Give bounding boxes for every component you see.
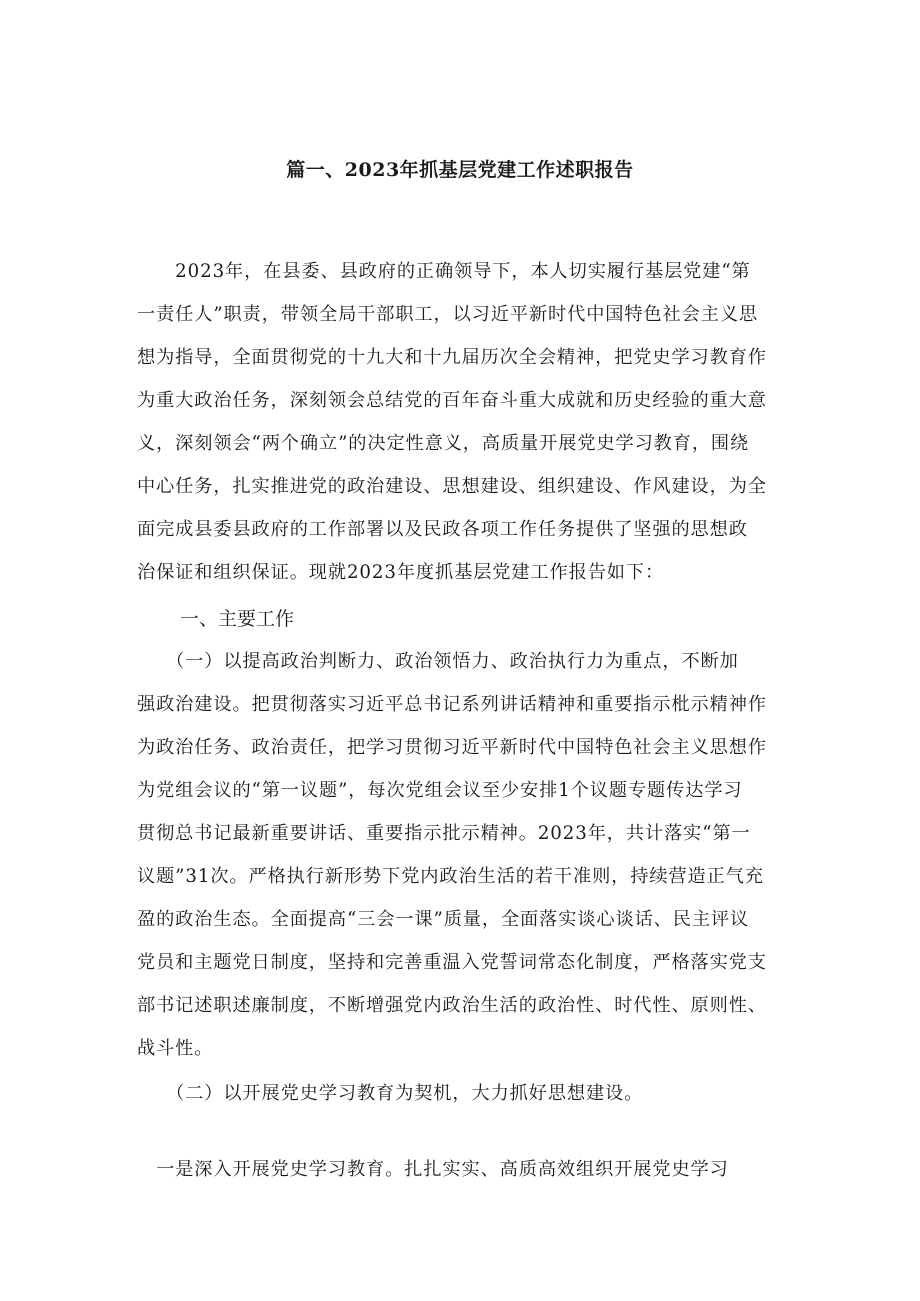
paragraph-line: （二）以开展党史学习教育为契机，大力抓好思想建设。 <box>137 1083 644 1104</box>
paragraph-line: 想为指导，全面贯彻党的十九大和十九届历次全会精神，把党史学习教育作 <box>137 347 767 368</box>
paragraph-line: 治保证和组织保证。现就2023年度抓基层党建工作报告如下： <box>137 562 665 583</box>
paragraph-line: 盈的政治生态。全面提高“三会一课”质量，全面落实谈心谈话、民主评议 <box>137 909 750 930</box>
paragraph-line: 党员和主题党日制度，坚持和完善重温入党誓词常态化制度，严格落实党支 <box>137 952 767 973</box>
paragraph-line: 义，深刻领会“两个确立”的决定性意义，高质量开展党史学习教育，围绕 <box>137 433 750 454</box>
paragraph-line: 为政治任务、政治责任，把学习贯彻习近平新时代中国特色社会主义思想作 <box>137 737 767 758</box>
paragraph-line: 为党组会议的“第一议题”，每次党组会议至少安排1个议题专题传达学习 <box>137 780 743 801</box>
paragraph-line: 一是深入开展党史学习教育。扎扎实实、高质高效组织开展党史学习 <box>137 1159 729 1180</box>
paragraph-line: 战斗性。 <box>137 1038 214 1059</box>
paragraph-line: 2023年，在县委、县政府的正确领导下，本人切实履行基层党建“第 <box>137 261 751 282</box>
paragraph-line: （一）以提高政治判断力、政治领悟力、政治执行力为重点，不断加 <box>137 651 739 672</box>
paragraph-line: 贯彻总书记最新重要讲话、重要指示批示精神。2023年，共计落实“第一 <box>137 823 751 844</box>
paragraph-line: 部书记述职述廉制度，不断增强党内政治生活的政治性、时代性、原则性、 <box>137 995 767 1016</box>
paragraph-line: 议题”31次。严格执行新形势下党内政治生活的若干准则，持续营造正气充 <box>137 866 764 887</box>
section-heading: 一、主要工作 <box>180 608 295 630</box>
paragraph-line: 强政治建设。把贯彻落实习近平总书记系列讲话精神和重要指示枇示精神作 <box>137 694 767 715</box>
paragraph-line: 为重大政治任务，深刻领会总结党的百年奋斗重大成就和历史经验的重大意 <box>137 390 767 411</box>
paragraph-line: 一责任人”职责，带领全局干部职工，以习近平新时代中国特色社会主义思 <box>137 304 758 325</box>
paragraph-line: 中心任务，扎实推进党的政治建设、思想建设、组织建设、作风建设，为全 <box>137 476 767 497</box>
paragraph-line: 面完成县委县政府的工作部署以及民政各项工作任务提供了坚强的思想政 <box>137 519 748 540</box>
document-title: 篇一、2023年抓基层党建工作述职报告 <box>286 159 634 181</box>
